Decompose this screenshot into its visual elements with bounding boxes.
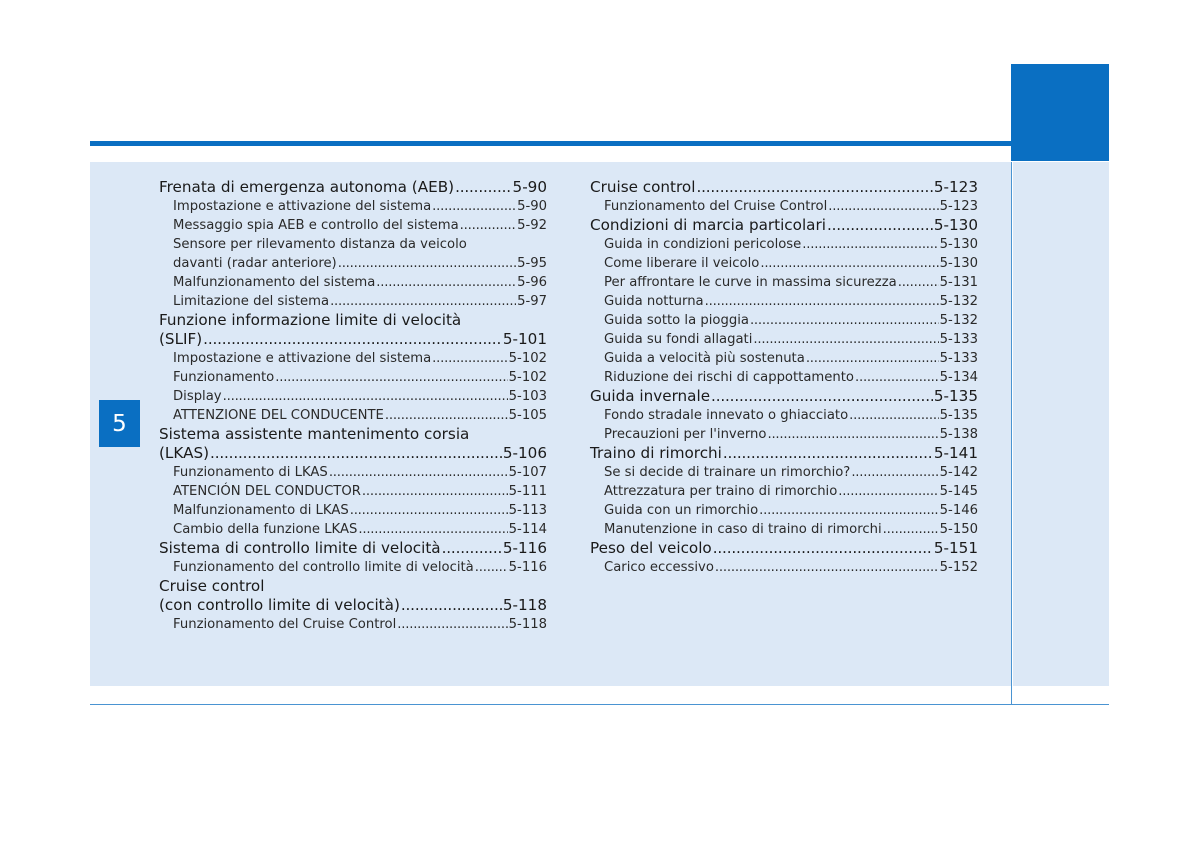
dot-leader	[806, 349, 939, 368]
dot-leader	[358, 520, 507, 539]
toc-entry-label: Condizioni di marcia particolari	[590, 216, 826, 234]
dot-leader	[362, 482, 508, 501]
dot-leader	[711, 387, 933, 406]
toc-page-number: 5-123	[933, 178, 978, 196]
toc-entry-label: Guida con un rimorchio	[604, 503, 759, 518]
dot-leader	[696, 178, 932, 197]
toc-entry-label: Attrezzatura per traino di rimorchio	[604, 484, 838, 499]
toc-entry-label: Guida a velocità più sostenuta	[604, 351, 805, 366]
toc-entry-label-line1: Sensore per rilevamento distanza da veicolo	[173, 237, 467, 252]
toc-entry-label: ATTENZIONE DEL CONDUCENTE	[173, 408, 384, 423]
toc-entry-label-line1: Cruise control	[159, 577, 265, 595]
dot-leader	[705, 292, 939, 311]
toc-entry-label: (SLIF)	[159, 330, 203, 348]
toc-subsection-entry[interactable]	[590, 197, 978, 216]
toc-section-entry[interactable]	[590, 444, 978, 463]
toc-entry-label: Riduzione dei rischi di cappottamento	[604, 370, 854, 385]
top-rule	[90, 141, 1011, 146]
toc-page-number: 5-123	[939, 199, 978, 214]
margin-panel	[1013, 162, 1109, 686]
toc-subsection-entry[interactable]	[159, 387, 547, 406]
toc-subsection-entry[interactable]	[159, 463, 547, 482]
toc-subsection-entry[interactable]	[159, 368, 547, 387]
toc-entry-label: Guida invernale	[590, 387, 711, 405]
toc-entry-label: Funzionamento	[173, 370, 275, 385]
toc-subsection-entry[interactable]	[590, 311, 978, 330]
toc-section-entry[interactable]	[159, 539, 547, 558]
toc-entry-label: Impostazione e attivazione del sistema	[173, 351, 432, 366]
dot-leader	[855, 368, 939, 387]
toc-entry-label: Funzionamento del Cruise Control	[173, 617, 397, 632]
toc-page-number: 5-107	[508, 465, 547, 480]
toc-entry-label: Peso del veicolo	[590, 539, 712, 557]
toc-subsection-entry[interactable]	[590, 254, 978, 273]
dot-leader	[838, 482, 938, 501]
dot-leader	[376, 273, 516, 292]
toc-subsection-entry[interactable]	[590, 463, 978, 482]
dot-leader	[330, 292, 516, 311]
toc-subsection-entry[interactable]	[159, 235, 547, 273]
toc-subsection-entry[interactable]	[159, 501, 547, 520]
toc-page-number: 5-103	[508, 389, 547, 404]
toc-subsection-entry[interactable]	[590, 501, 978, 520]
toc-right-column	[590, 178, 978, 577]
chapter-number-tab[interactable]: 5	[99, 400, 140, 447]
corner-tab-block	[1011, 64, 1109, 161]
toc-page-number: 5-92	[517, 218, 547, 233]
toc-section-entry[interactable]	[159, 178, 547, 197]
toc-entry-label: Carico eccessivo	[604, 560, 714, 575]
toc-page-number: 5-142	[939, 465, 978, 480]
toc-entry-label: Malfunzionamento di LKAS	[173, 503, 349, 518]
toc-subsection-entry[interactable]	[590, 425, 978, 444]
toc-entry-label: Guida notturna	[604, 294, 704, 309]
toc-subsection-entry[interactable]	[159, 482, 547, 501]
toc-entry-label: Per affrontare le curve in massima sicurezza	[604, 275, 897, 290]
toc-section-entry[interactable]	[159, 425, 547, 463]
dot-leader	[385, 406, 508, 425]
dot-leader	[350, 501, 508, 520]
toc-page-number: 5-141	[933, 444, 978, 462]
toc-subsection-entry[interactable]	[590, 368, 978, 387]
toc-page-number: 5-105	[508, 408, 547, 423]
toc-subsection-entry[interactable]	[590, 349, 978, 368]
toc-page-number: 5-97	[517, 294, 547, 309]
toc-subsection-entry[interactable]	[590, 292, 978, 311]
dot-leader	[329, 463, 508, 482]
toc-page-number: 5-132	[939, 313, 978, 328]
dot-leader	[338, 254, 516, 273]
toc-entry-label: Come liberare il veicolo	[604, 256, 760, 271]
toc-subsection-entry[interactable]	[590, 482, 978, 501]
dot-leader	[827, 216, 933, 235]
toc-entry-label: Guida su fondi allagati	[604, 332, 753, 347]
toc-subsection-entry[interactable]	[159, 520, 547, 539]
toc-subsection-entry[interactable]	[590, 558, 978, 577]
toc-subsection-entry[interactable]	[159, 558, 547, 577]
dot-leader	[203, 330, 502, 349]
toc-subsection-entry[interactable]	[159, 349, 547, 368]
toc-page-number: 5-135	[939, 408, 978, 423]
toc-page-number: 5-130	[939, 237, 978, 252]
toc-left-column	[159, 178, 547, 634]
toc-section-entry[interactable]	[159, 311, 547, 349]
dot-leader	[898, 273, 939, 292]
dot-leader	[475, 558, 508, 577]
toc-subsection-entry[interactable]	[159, 292, 547, 311]
toc-entry-label: Fondo stradale innevato o ghiacciato	[604, 408, 849, 423]
dot-leader	[210, 444, 502, 463]
toc-entry-label: Precauzioni per l'inverno	[604, 427, 767, 442]
toc-entry-label: Frenata di emergenza autonoma (AEB)	[159, 178, 455, 196]
toc-page-number: 5-150	[939, 522, 978, 537]
toc-page-number: 5-130	[933, 216, 978, 234]
toc-entry-label: Cruise control	[590, 178, 696, 196]
toc-page-number: 5-116	[508, 560, 547, 575]
toc-page-number: 5-130	[939, 256, 978, 271]
toc-entry-label: Funzionamento di LKAS	[173, 465, 328, 480]
toc-section-entry[interactable]	[159, 577, 547, 615]
toc-section-entry[interactable]	[590, 387, 978, 406]
toc-page-number: 5-131	[939, 275, 978, 290]
dot-leader	[849, 406, 939, 425]
toc-subsection-entry[interactable]	[159, 216, 547, 235]
toc-entry-label: Guida sotto la pioggia	[604, 313, 749, 328]
toc-page-number: 5-134	[939, 370, 978, 385]
toc-page-number: 5-102	[508, 351, 547, 366]
toc-entry-label: Messaggio spia AEB e controllo del sistema	[173, 218, 459, 233]
dot-leader	[455, 178, 511, 197]
toc-entry-label: Guida in condizioni pericolose	[604, 237, 802, 252]
toc-subsection-entry[interactable]	[159, 273, 547, 292]
toc-page-number: 5-113	[508, 503, 547, 518]
bottom-rule	[90, 704, 1109, 705]
dot-leader	[851, 463, 938, 482]
toc-entry-label: ATENCIÓN DEL CONDUCTOR	[173, 484, 361, 499]
dot-leader	[802, 235, 938, 254]
toc-subsection-entry[interactable]	[159, 197, 547, 216]
toc-subsection-entry[interactable]	[159, 406, 547, 425]
toc-entry-label: Traino di rimorchi	[590, 444, 722, 462]
dot-leader	[432, 349, 508, 368]
toc-page-number: 5-138	[939, 427, 978, 442]
dot-leader	[432, 197, 516, 216]
toc-page-number: 5-145	[939, 484, 978, 499]
toc-section-entry[interactable]	[590, 178, 978, 197]
toc-page-number: 5-146	[939, 503, 978, 518]
toc-page-number: 5-101	[502, 330, 547, 348]
dot-leader	[223, 387, 508, 406]
dot-leader	[460, 216, 516, 235]
dot-leader	[883, 520, 939, 539]
toc-section-entry[interactable]	[590, 216, 978, 235]
toc-entry-label: Sistema di controllo limite di velocità	[159, 539, 441, 557]
dot-leader	[759, 501, 939, 520]
margin-divider	[1011, 162, 1012, 705]
toc-page-number: 5-133	[939, 351, 978, 366]
dot-leader	[401, 596, 502, 615]
toc-subsection-entry[interactable]	[590, 406, 978, 425]
toc-page-number: 5-116	[502, 539, 547, 557]
dot-leader	[760, 254, 938, 273]
toc-subsection-entry[interactable]	[159, 615, 547, 634]
toc-entry-label: Limitazione del sistema	[173, 294, 330, 309]
toc-page-number: 5-114	[508, 522, 547, 537]
dot-leader	[715, 558, 939, 577]
dot-leader	[723, 444, 933, 463]
dot-leader	[753, 330, 938, 349]
toc-entry-label: Impostazione e attivazione del sistema	[173, 199, 432, 214]
dot-leader	[397, 615, 507, 634]
toc-entry-label: (LKAS)	[159, 444, 210, 462]
toc-entry-label-line1: Funzione informazione limite di velocità	[159, 311, 462, 329]
toc-entry-label: Funzionamento del controllo limite di velocità	[173, 560, 474, 575]
toc-entry-label: Cambio della funzione LKAS	[173, 522, 358, 537]
toc-entry-label: Se si decide di trainare un rimorchio?	[604, 465, 851, 480]
toc-page-number: 5-90	[517, 199, 547, 214]
dot-leader	[828, 197, 938, 216]
toc-subsection-entry[interactable]	[590, 235, 978, 254]
toc-page-number: 5-135	[933, 387, 978, 405]
toc-page-number: 5-133	[939, 332, 978, 347]
toc-entry-label: Manutenzione in caso di traino di rimorchi	[604, 522, 882, 537]
toc-entry-label: Funzionamento del Cruise Control	[604, 199, 828, 214]
toc-page-number: 5-151	[933, 539, 978, 557]
toc-page-number: 5-118	[502, 596, 547, 614]
toc-entry-label: (con controllo limite di velocità)	[159, 596, 400, 614]
toc-page-number: 5-152	[939, 560, 978, 575]
toc-entry-label: davanti (radar anteriore)	[173, 256, 337, 271]
toc-entry-label-line1: Sistema assistente mantenimento corsia	[159, 425, 470, 443]
toc-subsection-entry[interactable]	[590, 273, 978, 292]
toc-entry-label: Malfunzionamento del sistema	[173, 275, 376, 290]
dot-leader	[767, 425, 938, 444]
toc-page-number: 5-96	[517, 275, 547, 290]
toc-subsection-entry[interactable]	[590, 520, 978, 539]
dot-leader	[275, 368, 507, 387]
dot-leader	[713, 539, 933, 558]
toc-page-number: 5-102	[508, 370, 547, 385]
toc-subsection-entry[interactable]	[590, 330, 978, 349]
toc-page-number: 5-111	[508, 484, 547, 499]
toc-page-number: 5-90	[512, 178, 547, 196]
toc-page-number: 5-106	[502, 444, 547, 462]
toc-page-number: 5-118	[508, 617, 547, 632]
toc-page-number: 5-132	[939, 294, 978, 309]
toc-section-entry[interactable]	[590, 539, 978, 558]
toc-page-number: 5-95	[517, 256, 547, 271]
dot-leader	[442, 539, 502, 558]
toc-entry-label: Display	[173, 389, 222, 404]
dot-leader	[750, 311, 939, 330]
